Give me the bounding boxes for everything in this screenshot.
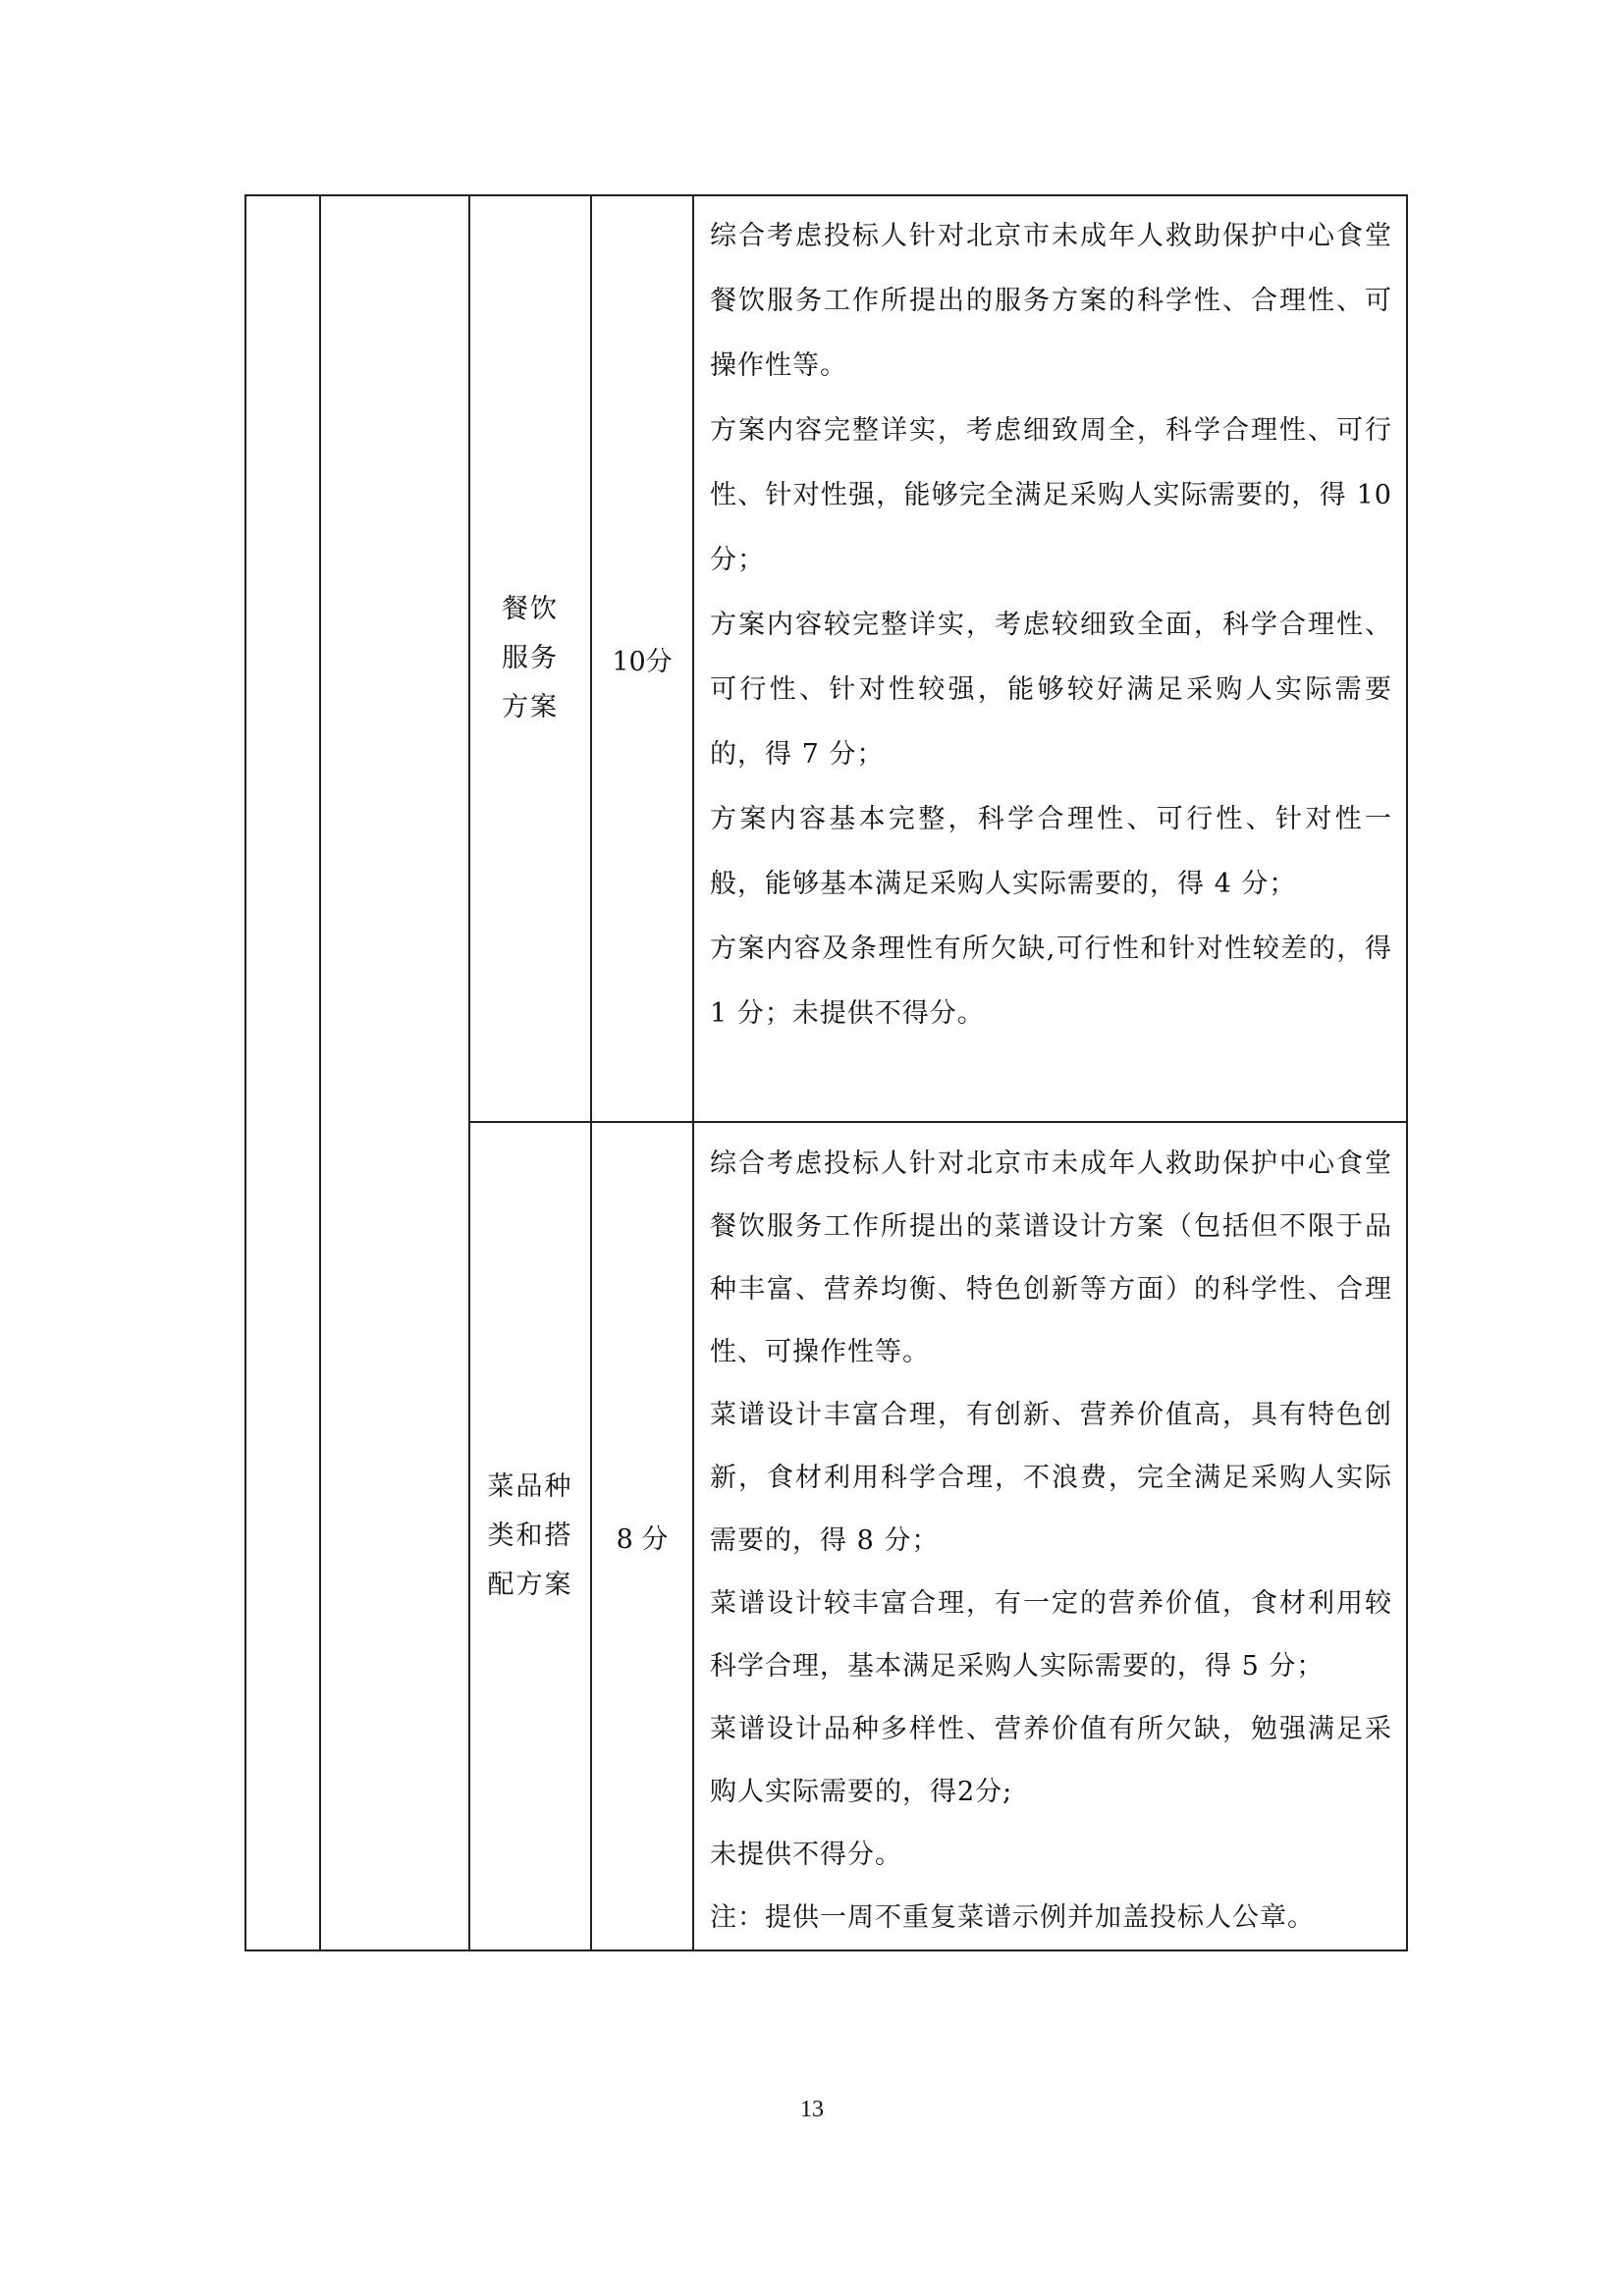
criteria-cell: [693, 1122, 1407, 1950]
criteria-paragraph: 方案内容完整详实，考虑细致周全，科学合理性、可行性、针对性强，能够完全满足采购人实际需要的，得 10 分；: [710, 415, 1392, 575]
score-value: 10分: [591, 195, 693, 1122]
criteria-paragraph: 综合考虑投标人针对北京市未成年人救助保护中心食堂餐饮服务工作所提出的服务方案的科学性、合理性、可操作性等。: [710, 221, 1392, 381]
criteria-paragraph: 方案内容基本完整，科学合理性、可行性、针对性一般，能够基本满足采购人实际需要的，得 4 分；: [710, 804, 1392, 899]
criteria-cell: [693, 195, 1407, 1122]
score-value: 8 分: [591, 1122, 693, 1950]
table-row: [245, 195, 1407, 1122]
criteria-text: [694, 196, 1406, 1046]
criteria-paragraph: 菜谱设计丰富合理，有创新、营养价值高，具有特色创新，食材利用科学合理，不浪费，完全满足采购人实际需要的，得 8 分；: [710, 1400, 1392, 1556]
criteria-paragraph: 注：提供一周不重复菜谱示例并加盖投标人公章。: [710, 1902, 1315, 1933]
criteria-paragraph: 综合考虑投标人针对北京市未成年人救助保护中心食堂餐饮服务工作所提出的菜谱设计方案（包括但不限于品种丰富、营养均衡、特色创新等方面）的科学性、合理性、可操作性等。: [710, 1148, 1392, 1367]
item-name: 餐饮 服务 方案: [502, 594, 559, 722]
empty-subcategory-cell: [320, 195, 469, 1950]
empty-category-cell: [245, 195, 320, 1950]
criteria-paragraph: 方案内容较完整详实，考虑较细致全面，科学合理性、可行性、针对性较强，能够较好满足采购人实际需要的，得 7 分；: [710, 610, 1392, 770]
criteria-paragraph: 菜谱设计品种多样性、营养价值有所欠缺，勉强满足采购人实际需要的，得2分;: [710, 1714, 1392, 1807]
item-name-cell: [469, 1122, 591, 1950]
criteria-paragraph: 方案内容及条理性有所欠缺,可行性和针对性较差的，得 1 分；未提供不得分。: [710, 934, 1392, 1029]
criteria-paragraph: 菜谱设计较丰富合理，有一定的营养价值，食材利用较科学合理，基本满足采购人实际需要的，得 5 分；: [710, 1588, 1392, 1682]
item-name: 菜品种 类和搭 配方案: [487, 1471, 573, 1600]
item-name-cell: [469, 195, 591, 1122]
criteria-paragraph: 未提供不得分。: [710, 1840, 902, 1870]
criteria-text: [694, 1123, 1406, 1949]
scoring-table: [244, 194, 1408, 1951]
page-number: 13: [800, 2097, 824, 2122]
